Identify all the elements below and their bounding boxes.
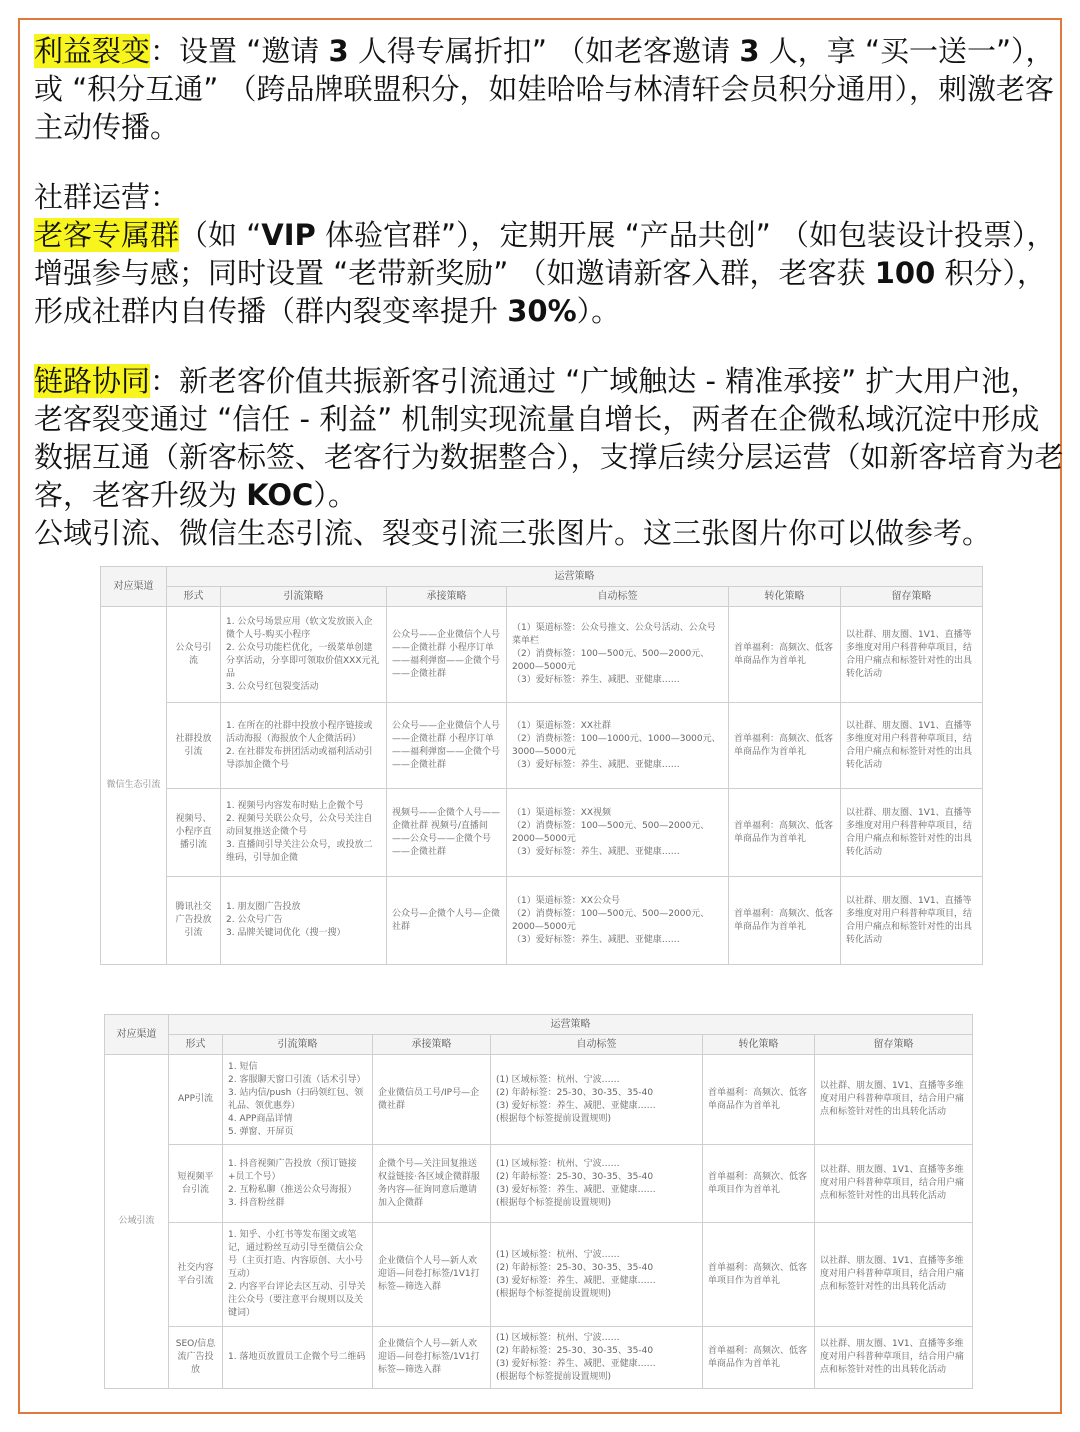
form-cell: 公众号引流: [167, 607, 221, 703]
channel-cell: 公域引流: [105, 1055, 169, 1389]
retain-cell: 以社群、朋友圈、1V1、直播等多维度对用户科普种草项目，结合用户痛点和标签针对性的出具转化活动: [815, 1223, 973, 1327]
form-cell: 社交内容平台引流: [169, 1223, 223, 1327]
paragraph-community: 社群运营： 老客专属群（如 “VIP 体验官群”），定期开展 “产品共创” （如包装设计投票），增强参与感；同时设置 “老带新奖励” （如邀请新客入群，老客获 100 积分），形成社群内自传播（群内裂变率提升 30%）。: [34, 180, 1056, 328]
header-channel: 对应渠道: [101, 567, 167, 607]
channel-cell: 微信生态引流: [101, 607, 167, 965]
tags-cell: （1）渠道标签：XX公众号 （2）消费标签：100—500元、500—2000元、2000—5000元 （3）爱好标签：养生、减肥、亚健康……: [507, 877, 729, 965]
tags-cell: (1) 区域标签：杭州、宁波…… (2) 年龄标签：25-30、30-35、35-40 (3) 爱好标签：养生、减肥、亚健康…… (根据每个标签提前设置规则): [491, 1145, 703, 1223]
col-retain: 留存策略: [841, 587, 983, 607]
col-form: 形式: [169, 1035, 223, 1055]
col-drain: 引流策略: [221, 587, 387, 607]
accept-cell: 企业微信员工号/IP号—企微社群: [373, 1055, 491, 1145]
col-drain: 引流策略: [223, 1035, 373, 1055]
paragraph-benefit-fission: 利益裂变：设置 “邀请 3 人得专属折扣” （如老客邀请 3 人，享 “买一送一”），或 “积分互通” （跨品牌联盟积分，如娃哈哈与林清轩会员积分通用），刺激老客主动传播。: [34, 34, 1055, 144]
col-convert: 转化策略: [703, 1035, 815, 1055]
convert-cell: 首单福利：高频次、低客单商品作为首单礼: [703, 1327, 815, 1389]
paragraph-reference-note: 公域引流、微信生态引流、裂变引流三张图片。这三张图片你可以做参考。: [34, 516, 992, 550]
header-strategy: 运营策略: [167, 567, 983, 587]
drain-cell: 1. 知乎、小红书等发布图文或笔记，通过粉丝互动引导至微信公众号（主页打造、内容原创、大小号互动） 2. 内容平台评论去区互动、引导关注公众号（要注意平台规则以及关键词）: [223, 1223, 373, 1327]
header-channel: 对应渠道: [105, 1015, 169, 1055]
convert-cell: 首单福利：高频次、低客单项目作为首单礼: [703, 1145, 815, 1223]
accept-cell: 公众号—企微个人号—企微社群: [387, 877, 507, 965]
accept-cell: 企业微信个人号—新人欢迎语—问卷打标签/1V1打标签—筛选入群: [373, 1223, 491, 1327]
form-cell: 短视频平台引流: [169, 1145, 223, 1223]
convert-cell: 首单福利：高频次、低客单商品作为首单礼: [729, 703, 841, 789]
table-row: [101, 789, 983, 877]
col-retain: 留存策略: [815, 1035, 973, 1055]
table-row: [105, 1327, 973, 1389]
tags-cell: (1) 区域标签：杭州、宁波…… (2) 年龄标签：25-30、30-35、35-40 (3) 爱好标签：养生、减肥、亚健康…… (根据每个标签提前设置规则): [491, 1055, 703, 1145]
col-accept: 承接策略: [373, 1035, 491, 1055]
table-row: [101, 877, 983, 965]
tags-cell: （1）渠道标签：公众号推文、公众号活动、公众号菜单栏 （2）消费标签：100—500元、500—2000元、2000—5000元 （3）爱好标签：养生、减肥、亚健康……: [507, 607, 729, 703]
highlight-benefit-fission: 利益裂变: [34, 34, 151, 68]
col-convert: 转化策略: [729, 587, 841, 607]
retain-cell: 以社群、朋友圈、1V1、直播等多维度对用户科普种草项目，结合用户痛点和标签针对性的出具转化活动: [815, 1327, 973, 1389]
retain-cell: 以社群、朋友圈、1V1、直播等多维度对用户科普种草项目，结合用户痛点和标签针对性的出具转化活动: [841, 703, 983, 789]
col-accept: 承接策略: [387, 587, 507, 607]
retain-cell: 以社群、朋友圈、1V1、直播等多维度对用户科普种草项目，结合用户痛点和标签针对性的出具转化活动: [815, 1055, 973, 1145]
accept-cell: 公众号——企业微信个人号——企微社群 小程序订单——福利弹窗——企微个号——企微社群: [387, 703, 507, 789]
drain-cell: 1. 短信 2. 客服聊天窗口引流（话术引导） 3. 站内信/push（扫码领红包、领礼品、领优惠券） 4. APP商品详情 5. 弹窗、开屏页: [223, 1055, 373, 1145]
paragraph-link-collab: 链路协同：新老客价值共振新客引流通过 “广域触达 - 精准承接” 扩大用户池，老客裂变通过 “信任 - 利益” 机制实现流量自增长，两者在企微私域沉淀中形成数据互通（新客标签、老客行为数据整合），支撑后续分层运营（如新客培育为老客，老客升级为 KOC）。: [34, 364, 1064, 512]
table-row: [105, 1145, 973, 1223]
form-cell: 视频号、小程序直播引流: [167, 789, 221, 877]
article-text: [34, 32, 1064, 552]
accept-cell: 视频号——企微个人号——企微社群 视频号/直播间——公众号——企微个号——企微社群: [387, 789, 507, 877]
convert-cell: 首单福利：高频次、低客单商品作为首单礼: [729, 877, 841, 965]
tags-cell: （1）渠道标签：XX社群 （2）消费标签：100—1000元、1000—3000元、3000—5000元 （3）爱好标签：养生、减肥、亚健康……: [507, 703, 729, 789]
convert-cell: 首单福利：高频次、低客单商品作为首单礼: [729, 789, 841, 877]
form-cell: 腾讯社交广告投放引流: [167, 877, 221, 965]
convert-cell: 首单福利：高频次、低客单商品作为首单礼: [729, 607, 841, 703]
col-form: 形式: [167, 587, 221, 607]
tags-cell: （1）渠道标签：XX视频 （2）消费标签：100—500元、500—2000元、2000—5000元 （3）爱好标签：养生、减肥、亚健康……: [507, 789, 729, 877]
form-cell: APP引流: [169, 1055, 223, 1145]
convert-cell: 首单福利：高频次、低客单项目作为首单礼: [703, 1223, 815, 1327]
header-strategy: 运营策略: [169, 1015, 973, 1035]
table-row: [105, 1055, 973, 1145]
accept-cell: 企微个号—关注回复推送权益链接·各区域企微群服务内容—征询同意后邀请加入企微群: [373, 1145, 491, 1223]
community-heading: 社群运营：: [34, 180, 180, 214]
drain-cell: 1. 抖音视频广告投放（预订链接+员工个号） 2. 互粉私聊（推送公众号海报） 3. 抖音粉丝群: [223, 1145, 373, 1223]
accept-cell: 公众号——企业微信个人号——企微社群 小程序订单——福利弹窗——企微个号——企微社群: [387, 607, 507, 703]
tags-cell: (1) 区域标签：杭州、宁波…… (2) 年龄标签：25-30、30-35、35-40 (3) 爱好标签：养生、减肥、亚健康…… (根据每个标签提前设置规则): [491, 1327, 703, 1389]
accept-cell: 企业微信个人号—新人欢迎语—问卷打标签/1V1打标签—筛选入群: [373, 1327, 491, 1389]
drain-cell: 1. 落地页放置员工企微个号二维码: [223, 1327, 373, 1389]
table-public-domain: [104, 1014, 972, 1389]
form-cell: SEO/信息流广告投放: [169, 1327, 223, 1389]
convert-cell: 首单福利：高频次、低客单商品作为首单礼: [703, 1055, 815, 1145]
table-row: [105, 1223, 973, 1327]
table-row: [101, 703, 983, 789]
col-tags: 自动标签: [491, 1035, 703, 1055]
retain-cell: 以社群、朋友圈、1V1、直播等多维度对用户科普种草项目，结合用户痛点和标签针对性的出具转化活动: [841, 877, 983, 965]
drain-cell: 1. 在所在的社群中投放小程序链接或活动海报（海报放个人企微活码） 2. 在社群发布拼团活动或福利活动引导添加企微个号: [221, 703, 387, 789]
retain-cell: 以社群、朋友圈、1V1、直播等多维度对用户科普种草项目，结合用户痛点和标签针对性的出具转化活动: [815, 1145, 973, 1223]
retain-cell: 以社群、朋友圈、1V1、直播等多维度对用户科普种草项目，结合用户痛点和标签针对性的出具转化活动: [841, 789, 983, 877]
retain-cell: 以社群、朋友圈、1V1、直播等多维度对用户科普种草项目，结合用户痛点和标签针对性的出具转化活动: [841, 607, 983, 703]
tags-cell: (1) 区域标签：杭州、宁波…… (2) 年龄标签：25-30、30-35、35-40 (3) 爱好标签：养生、减肥、亚健康…… (根据每个标签提前设置规则): [491, 1223, 703, 1327]
table-wechat-ecosystem: [100, 566, 982, 965]
drain-cell: 1. 公众号场景应用（软文发放嵌入企微个人号-购买小程序 2. 公众号功能栏优化，一级菜单创建分享活动，分享即可领取价值XXX元礼品 3. 公众号红包裂变活动: [221, 607, 387, 703]
highlight-vip-group: 老客专属群: [34, 218, 180, 252]
col-tags: 自动标签: [507, 587, 729, 607]
form-cell: 社群投放引流: [167, 703, 221, 789]
table-row: [101, 607, 983, 703]
drain-cell: 1. 朋友圈广告投放 2. 公众号广告 3. 品牌关键词优化（搜一搜）: [221, 877, 387, 965]
highlight-link-collab: 链路协同: [34, 364, 151, 398]
drain-cell: 1. 视频号内容发布时贴上企微个号 2. 视频号关联公众号，公众号关注自动回复推送企微个号 3. 直播间引导关注公众号，或投放二维码，引导加企微: [221, 789, 387, 877]
